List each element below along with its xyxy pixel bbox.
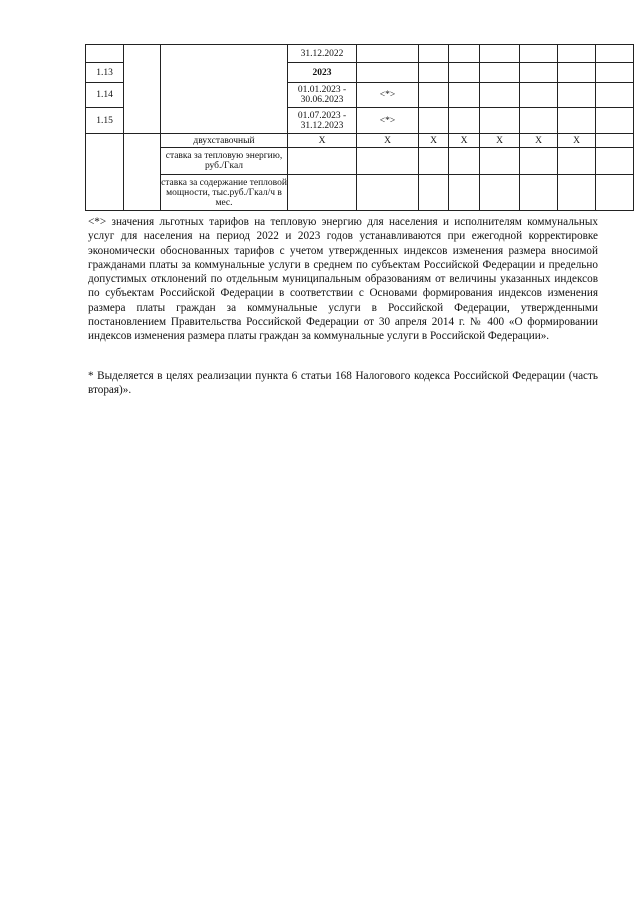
table-cell [449, 83, 480, 108]
row-number: 1.15 [86, 108, 124, 134]
merged-cell [124, 134, 161, 211]
table-row [86, 148, 634, 175]
table-cell [449, 108, 480, 134]
two-rate-label: двухставочный [161, 134, 288, 148]
footnote-tax-code: * Выделяется в целях реализации пункта 6 статьи 168 Налогового кодекса Российской Федерации (часть вторая)». [88, 370, 598, 397]
table-cell [480, 45, 520, 63]
table-cell [480, 175, 520, 211]
table-cell [558, 108, 596, 134]
rate-capacity-label: ставка за содержание тепловой мощности, тыс.руб./Гкал/ч в мес. [161, 175, 288, 211]
table-cell [520, 148, 558, 175]
table-cell [419, 45, 449, 63]
table-cell [288, 175, 357, 211]
table-cell [449, 45, 480, 63]
table-row [86, 175, 634, 211]
table-cell [419, 175, 449, 211]
table-cell [419, 108, 449, 134]
table-cell [520, 108, 558, 134]
row-number: 1.13 [86, 63, 124, 83]
table-row [86, 45, 634, 63]
table-cell [357, 175, 419, 211]
table-cell [419, 148, 449, 175]
table-cell [596, 134, 634, 148]
table-cell [558, 83, 596, 108]
table-cell [596, 45, 634, 63]
table-cell [558, 63, 596, 83]
table-cell [357, 148, 419, 175]
table-cell [288, 148, 357, 175]
table-cell [357, 63, 419, 83]
table-cell [449, 148, 480, 175]
table-cell [596, 148, 634, 175]
row-number [86, 45, 124, 63]
footnote-tariffs: <*> значения льготных тарифов на тепловую энергию для населения и исполнителям коммунальных услуг для населения на период 2022 и 2023 годов устанавливаются при ежегодной корректировке экономически обоснованных тарифов с учетом утвержденных индексов изменения размера вносимой гражданами платы за коммунальные услуги в среднем по субъектам Российской Федерации и предельно допустимых отклонений по отдельным муниципальным образованиям от величины указанных индексов по субъектам Российской Федерации в соответствии с Основами формирования индексов изменения размера платы граждан за коммунальные услуги в Российской Федерации, утвержденными постановлением Правительства Российской Федерации от 30 апреля 2014 г. № 400 «О формировании индексов изменения размера платы граждан за коммунальные услуги в Российской Федерации». [88, 216, 598, 343]
table-cell: X [288, 134, 357, 148]
table-cell [480, 108, 520, 134]
table-cell [558, 175, 596, 211]
merged-cell [86, 134, 124, 211]
year-cell: 2023 [288, 63, 357, 83]
table-cell [520, 45, 558, 63]
table-cell [520, 83, 558, 108]
rate-energy-label: ставка за тепловую энергию, руб./Гкал [161, 148, 288, 175]
table-cell [357, 45, 419, 63]
tariff-table [85, 44, 634, 211]
period-cell: 01.07.2023 - 31.12.2023 [288, 108, 357, 134]
table-cell: <*> [357, 108, 419, 134]
merged-cell [124, 45, 161, 134]
table-cell [596, 175, 634, 211]
table-cell [596, 108, 634, 134]
table-cell [558, 148, 596, 175]
table-cell [449, 63, 480, 83]
table-cell: <*> [357, 83, 419, 108]
table-cell: X [357, 134, 419, 148]
table-cell [596, 63, 634, 83]
period-cell: 01.01.2023 - 30.06.2023 [288, 83, 357, 108]
row-number: 1.14 [86, 83, 124, 108]
table-cell [419, 83, 449, 108]
merged-cell [161, 45, 288, 134]
table-cell [520, 175, 558, 211]
period-cell: 31.12.2022 [288, 45, 357, 63]
table-cell: X [480, 134, 520, 148]
table-cell: X [449, 134, 480, 148]
table-cell [520, 63, 558, 83]
table-cell [480, 148, 520, 175]
table-cell [449, 175, 480, 211]
table-cell: X [558, 134, 596, 148]
table-row [86, 134, 634, 148]
table-cell: X [520, 134, 558, 148]
table-cell [596, 83, 634, 108]
table-cell: X [419, 134, 449, 148]
table-cell [558, 45, 596, 63]
table-cell [419, 63, 449, 83]
table-cell [480, 63, 520, 83]
table-cell [480, 83, 520, 108]
